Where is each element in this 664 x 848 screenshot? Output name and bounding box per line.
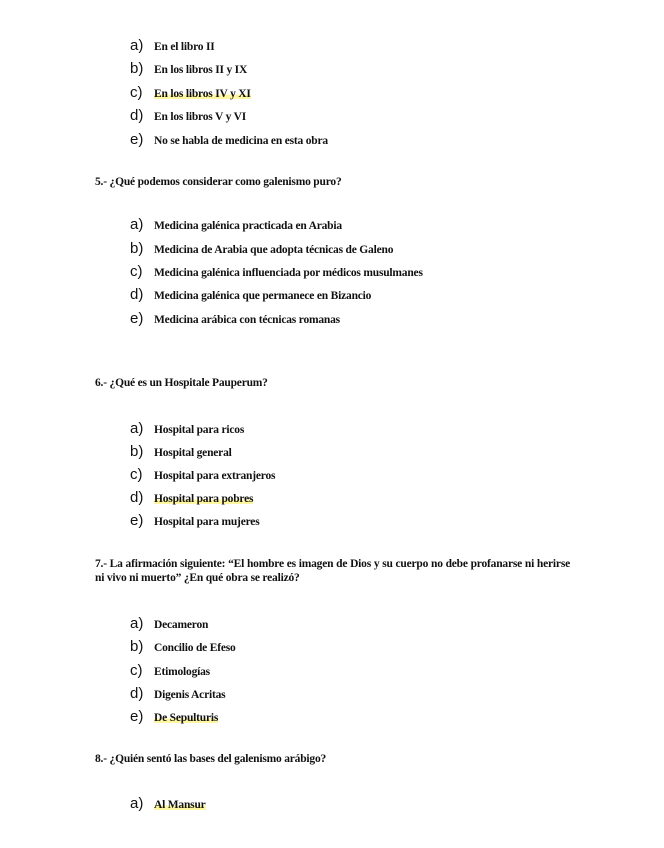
option-letter: c) bbox=[130, 84, 143, 101]
q8-option-a bbox=[130, 795, 206, 815]
option-letter: d) bbox=[130, 286, 144, 303]
option-letter: e) bbox=[130, 708, 144, 725]
option-letter: a) bbox=[130, 795, 144, 812]
option-letter: c) bbox=[130, 263, 143, 280]
option-text: En los libros II y IX bbox=[154, 64, 248, 76]
option-text-highlighted: Hospital para pobres bbox=[154, 493, 254, 505]
q4-option-b bbox=[130, 60, 247, 80]
option-letter: a) bbox=[130, 420, 144, 437]
q7-option-c bbox=[130, 662, 210, 682]
option-letter: b) bbox=[130, 638, 144, 655]
option-text: Concilio de Efeso bbox=[154, 642, 236, 654]
option-text: Hospital para mujeres bbox=[154, 516, 260, 528]
q6-option-a bbox=[130, 420, 244, 440]
option-text-highlighted: Al Mansur bbox=[154, 799, 206, 811]
q4-option-a bbox=[130, 37, 215, 57]
option-text-highlighted: De Sepulturis bbox=[154, 712, 219, 724]
q4-option-c bbox=[130, 84, 251, 104]
option-letter: e) bbox=[130, 310, 144, 327]
option-text: Medicina de Arabia que adopta técnicas de Galeno bbox=[154, 244, 394, 256]
q5-option-c bbox=[130, 263, 423, 283]
option-letter: b) bbox=[130, 443, 144, 460]
q7-option-b bbox=[130, 638, 236, 658]
q5-option-d bbox=[130, 286, 371, 306]
q5-option-b bbox=[130, 240, 393, 260]
option-letter: e) bbox=[130, 131, 144, 148]
q7-option-d bbox=[130, 685, 225, 705]
option-text: Hospital para extranjeros bbox=[154, 470, 276, 482]
option-letter: d) bbox=[130, 489, 144, 506]
option-text-highlighted: En los libros IV y XI bbox=[154, 88, 251, 100]
option-text: Hospital para ricos bbox=[154, 424, 245, 436]
option-text: Medicina galénica practicada en Arabia bbox=[154, 220, 342, 232]
q5-option-a bbox=[130, 216, 342, 236]
option-text: Medicina galénica influenciada por médicos musulmanes bbox=[154, 267, 423, 279]
question-7: 7.- La afirmación siguiente: “El hombre es imagen de Dios y su cuerpo no debe profanarse ni herirse ni vivo ni muerto” ¿En qué obra se realizó? bbox=[95, 558, 570, 584]
option-letter: a) bbox=[130, 615, 144, 632]
q6-option-e bbox=[130, 512, 259, 532]
option-text: Digenis Acritas bbox=[154, 689, 226, 701]
q7-option-e bbox=[130, 708, 218, 728]
option-text: En los libros V y VI bbox=[154, 111, 246, 123]
option-text: En el libro II bbox=[154, 41, 215, 53]
q6-option-d bbox=[130, 489, 253, 509]
option-letter: a) bbox=[130, 37, 144, 54]
option-letter: d) bbox=[130, 685, 144, 702]
option-text: Decameron bbox=[154, 619, 209, 631]
question-8: 8.- ¿Quién sentó las bases del galenismo arábigo? bbox=[95, 753, 327, 765]
option-letter: e) bbox=[130, 512, 144, 529]
option-letter: c) bbox=[130, 662, 143, 679]
q6-option-b bbox=[130, 443, 232, 463]
option-letter: c) bbox=[130, 466, 143, 483]
q5-option-e bbox=[130, 310, 340, 330]
q4-option-d bbox=[130, 107, 246, 127]
question-5: 5.- ¿Qué podemos considerar como galenismo puro? bbox=[95, 176, 342, 188]
q4-option-e bbox=[130, 131, 328, 151]
option-text: Medicina galénica que permanece en Bizancio bbox=[154, 290, 372, 302]
question-6: 6.- ¿Qué es un Hospitale Pauperum? bbox=[95, 377, 268, 389]
option-text: No se habla de medicina en esta obra bbox=[154, 135, 328, 147]
option-letter: a) bbox=[130, 216, 144, 233]
option-letter: b) bbox=[130, 240, 144, 257]
option-text: Hospital general bbox=[154, 447, 232, 459]
option-letter: b) bbox=[130, 60, 144, 77]
q7-option-a bbox=[130, 615, 208, 635]
option-text: Etimologías bbox=[154, 666, 210, 678]
q6-option-c bbox=[130, 466, 275, 486]
option-letter: d) bbox=[130, 107, 144, 124]
option-text: Medicina arábica con técnicas romanas bbox=[154, 314, 340, 326]
